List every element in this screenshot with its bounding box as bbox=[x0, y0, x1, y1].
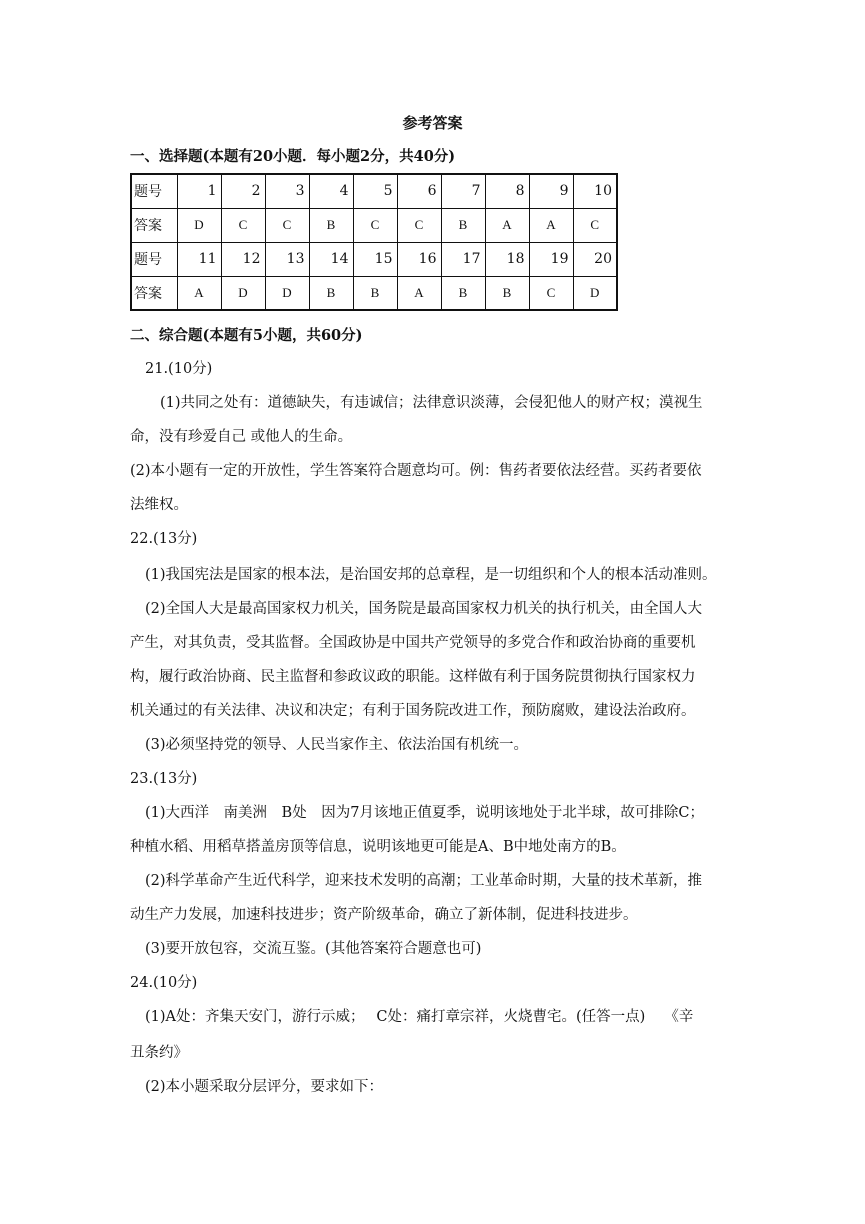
answer-cell: B bbox=[485, 276, 529, 310]
row-label: 答案 bbox=[131, 208, 177, 242]
row-label: 题号 bbox=[131, 174, 177, 208]
question-number: 19 bbox=[529, 242, 573, 276]
answer-cell: B bbox=[353, 276, 397, 310]
answer-text-line: (1)大西洋 南美洲 B处 因为7月该地正值夏季，说明该地处于北半球，故可排除C； bbox=[145, 805, 705, 821]
answer-text-line: 构，履行政治协商、民主监督和参政议政的职能。这样做有利于国务院贯彻执行国家权力 bbox=[130, 669, 696, 685]
question-24-header: 24.(10分) bbox=[130, 975, 198, 991]
answer-text-line: (1)A处：齐集天安门，游行示威； C处：痛打章宗祥，火烧曹宅。(任答一点) 《辛 bbox=[145, 1009, 694, 1025]
answer-cell: B bbox=[441, 208, 485, 242]
answer-cell: A bbox=[485, 208, 529, 242]
answer-text-line: (1)共同之处有：道德缺失，有违诚信；法律意识淡薄，会侵犯他人的财产权；漠视生 bbox=[160, 395, 703, 411]
answer-cell: C bbox=[529, 276, 573, 310]
question-number: 20 bbox=[573, 242, 617, 276]
question-number: 2 bbox=[221, 174, 265, 208]
question-number: 5 bbox=[353, 174, 397, 208]
answer-cell: B bbox=[441, 276, 485, 310]
answer-text-line: (3)必须坚持党的领导、人民当家作主、依法治国有机统一。 bbox=[145, 737, 529, 753]
answer-text-line: 种植水稻、用稻草搭盖房顶等信息，说明该地更可能是A、B中地处南方的B。 bbox=[130, 839, 626, 855]
question-23-header: 23.(13分) bbox=[130, 771, 198, 787]
question-number: 3 bbox=[265, 174, 309, 208]
question-22-header: 22.(13分) bbox=[130, 531, 198, 547]
answer-cell: A bbox=[177, 276, 221, 310]
question-number: 9 bbox=[529, 174, 573, 208]
answer-text-line: (2)本小题有一定的开放性，学生答案符合题意均可。例：售药者要依法经营。买药者要依 bbox=[130, 463, 702, 479]
answer-text-line: (1)我国宪法是国家的根本法，是治国安邦的总章程，是一切组织和个人的根本活动准则。 bbox=[145, 567, 717, 583]
answer-text-line: (2)本小题采取分层评分，要求如下： bbox=[145, 1079, 384, 1095]
answer-cell: C bbox=[397, 208, 441, 242]
question-number: 6 bbox=[397, 174, 441, 208]
answer-text-line: 产生，对其负责，受其监督。全国政协是中国共产党领导的多党合作和政治协商的重要机 bbox=[130, 635, 696, 651]
answer-text-line: 机关通过的有关法律、决议和决定；有利于国务院改进工作，预防腐败，建设法治政府。 bbox=[130, 703, 696, 719]
answer-text-line: (2)全国人大是最高国家权力机关，国务院是最高国家权力机关的执行机关，由全国人大 bbox=[145, 601, 703, 617]
answer-cell: C bbox=[265, 208, 309, 242]
section1-heading: 一、选择题(本题有20小题．每小题2分，共40分) bbox=[130, 148, 456, 165]
question-number: 17 bbox=[441, 242, 485, 276]
question-number: 7 bbox=[441, 174, 485, 208]
row-label: 答案 bbox=[131, 276, 177, 310]
table-row bbox=[131, 242, 617, 276]
answer-cell: D bbox=[573, 276, 617, 310]
answer-table bbox=[130, 173, 618, 311]
answer-cell: C bbox=[573, 208, 617, 242]
question-number: 15 bbox=[353, 242, 397, 276]
question-number: 18 bbox=[485, 242, 529, 276]
question-number: 12 bbox=[221, 242, 265, 276]
table-row bbox=[131, 276, 617, 310]
answer-cell: B bbox=[309, 276, 353, 310]
question-21-header: 21.(10分) bbox=[145, 361, 213, 377]
answer-cell: D bbox=[265, 276, 309, 310]
section2-heading: 二、综合题(本题有5小题，共60分) bbox=[130, 327, 363, 344]
answer-text-line: 丑条约》 bbox=[130, 1045, 188, 1061]
table-row bbox=[131, 174, 617, 208]
question-number: 4 bbox=[309, 174, 353, 208]
row-label: 题号 bbox=[131, 242, 177, 276]
question-number: 14 bbox=[309, 242, 353, 276]
answer-text-line: 命，没有珍爱自己 或他人的生命。 bbox=[130, 429, 353, 445]
answer-cell: C bbox=[221, 208, 265, 242]
answer-text-line: 动生产力发展，加速科技进步；资产阶级革命，确立了新体制，促进科技进步。 bbox=[130, 907, 638, 923]
answer-cell: A bbox=[529, 208, 573, 242]
answer-text-line: (2)科学革命产生近代科学，迎来技术发明的高潮；工业革命时期，大量的技术革新，推 bbox=[145, 873, 703, 889]
answer-cell: C bbox=[353, 208, 397, 242]
answer-cell: D bbox=[177, 208, 221, 242]
question-number: 1 bbox=[177, 174, 221, 208]
question-number: 11 bbox=[177, 242, 221, 276]
question-number: 10 bbox=[573, 174, 617, 208]
question-number: 8 bbox=[485, 174, 529, 208]
answer-text-line: 法维权。 bbox=[130, 497, 188, 513]
answer-cell: D bbox=[221, 276, 265, 310]
question-number: 13 bbox=[265, 242, 309, 276]
page-title: 参考答案 bbox=[402, 114, 463, 132]
answer-cell: A bbox=[397, 276, 441, 310]
answer-cell: B bbox=[309, 208, 353, 242]
answer-text-line: (3)要开放包容，交流互鉴。(其他答案符合题意也可) bbox=[145, 941, 482, 957]
table-row bbox=[131, 208, 617, 242]
question-number: 16 bbox=[397, 242, 441, 276]
